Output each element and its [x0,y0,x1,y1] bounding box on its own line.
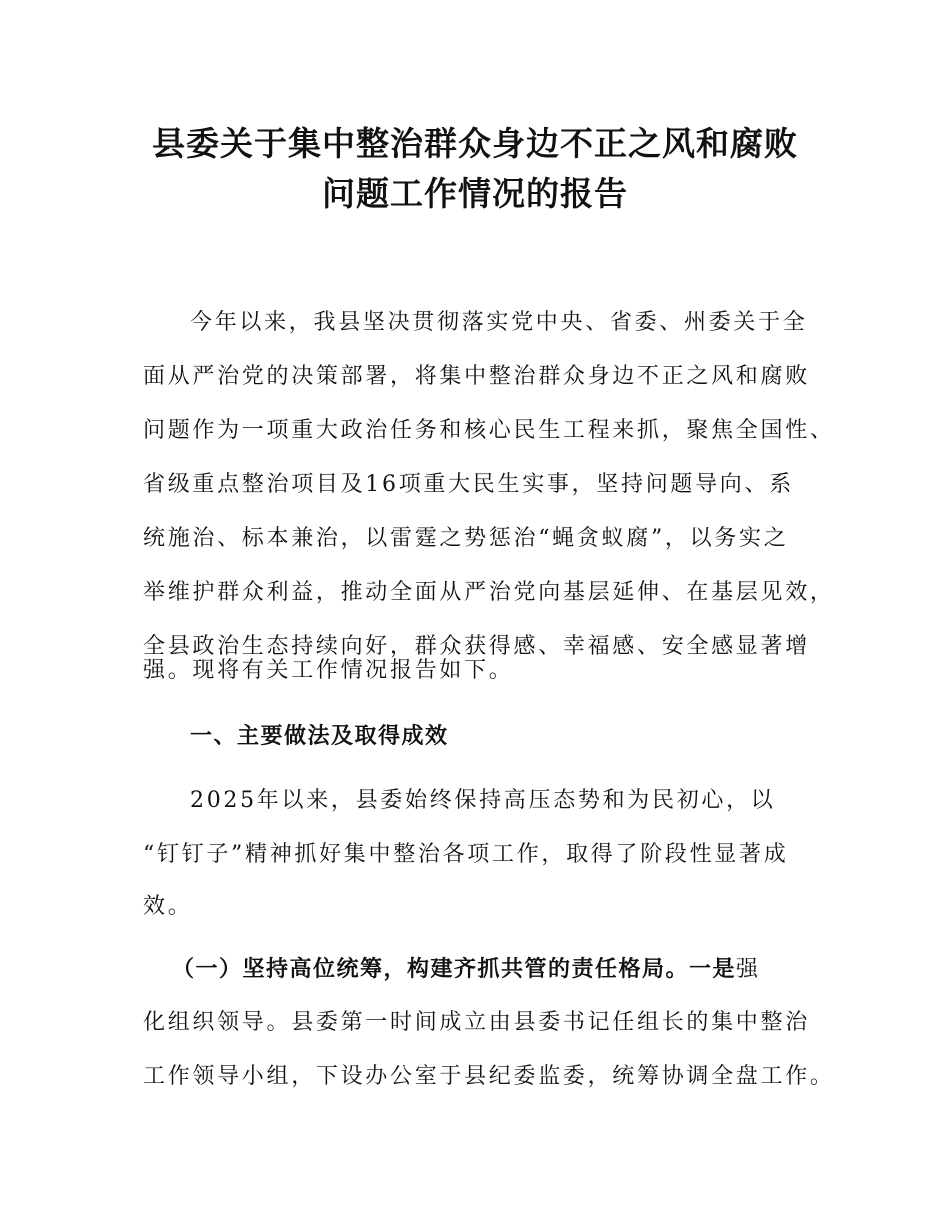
text-line: 强。现将有关工作情况报告如下。 [143,658,514,683]
section-heading: 一、主要做法及取得成效 [190,724,449,749]
document-title-line-2: 问题工作情况的报告 [322,174,628,213]
text-line: 今年以来，我县坚决贯彻落实党中央、省委、州委关于全 [190,310,808,335]
subsection-heading: （一）坚持高位统筹，构建齐抓共管的责任格局。一是 [172,957,737,982]
text-line: 2025年以来，县委始终保持高压态势和为民初心，以 [190,788,776,813]
text-line: 效。 [143,894,193,919]
text-line: 问题作为一项重大政治任务和核心民生工程来抓，聚焦全国性、 [143,418,835,443]
text-line: 面从严治党的决策部署，将集中整治群众身边不正之风和腐败 [143,364,810,389]
text-line: 全县政治生态持续向好，群众获得感、幸福感、安全感显著增 [143,634,810,659]
text-line: 省级重点整治项目及16项重大民生实事，坚持问题导向、系 [143,472,794,497]
text-line: 化组织领导。县委第一时间成立由县委书记任组长的集中整治 [143,1010,810,1035]
text-line: 工作领导小组，下设办公室于县纪委监委，统筹协调全盘工作。 [143,1064,835,1089]
text-line: “钉钉子”精神抓好集中整治各项工作，取得了阶段性显著成 [143,842,789,867]
text-run: 强 [736,957,761,982]
text-line [172,955,852,985]
text-line: 统施治、标本兼治，以雷霆之势惩治“蝇贪蚁腐”，以务实之 [143,526,789,551]
text-line: 举维护群众利益，推动全面从严治党向基层延伸、在基层见效， [143,580,835,605]
document-title-line-1: 县委关于集中整治群众身边不正之风和腐败 [152,124,798,163]
